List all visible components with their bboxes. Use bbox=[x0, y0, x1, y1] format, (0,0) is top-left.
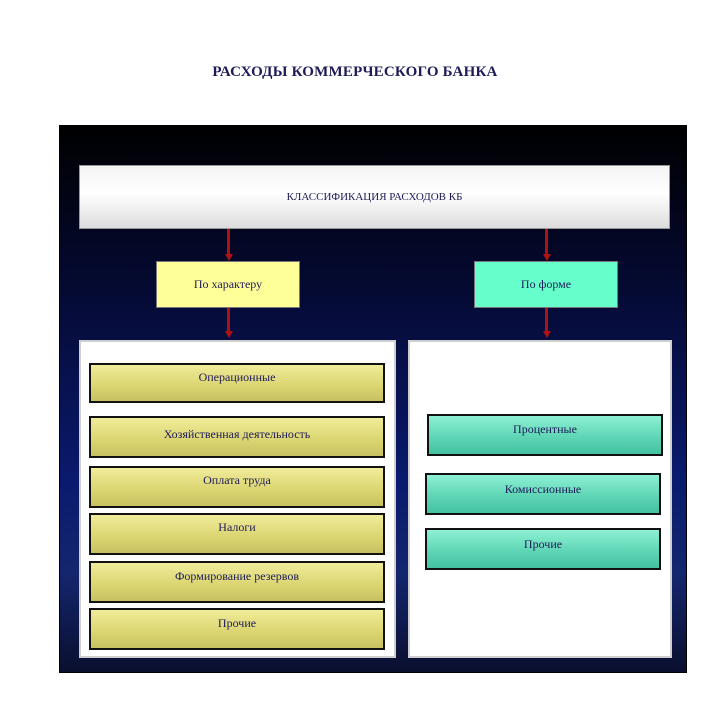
character-item-label: Оплата труда bbox=[203, 473, 271, 487]
character-item-label: Налоги bbox=[218, 520, 256, 534]
character-item-taxes bbox=[89, 513, 385, 555]
character-item-label: Операционные bbox=[198, 370, 276, 384]
connector-header-to-form bbox=[545, 229, 548, 255]
connector-character-to-panel bbox=[227, 308, 230, 332]
category-by-character bbox=[156, 261, 300, 308]
arrowhead-character-panel bbox=[225, 331, 233, 338]
arrowhead-form bbox=[543, 254, 551, 261]
character-item-label: Хозяйственная деятельность bbox=[163, 427, 311, 441]
character-item-label: Прочие bbox=[217, 616, 257, 630]
classification-header-label: КЛАССИФИКАЦИЯ РАСХОДОВ КБ bbox=[286, 191, 463, 203]
character-item-reserves bbox=[89, 561, 385, 603]
classification-header bbox=[79, 165, 670, 229]
form-item-label: Комиссионные bbox=[504, 482, 582, 496]
character-item-label: Формирование резервов bbox=[174, 569, 300, 583]
form-item-label: Процентные bbox=[513, 422, 577, 436]
form-item-interest bbox=[427, 414, 663, 456]
form-item-other bbox=[425, 528, 661, 570]
arrowhead-character bbox=[225, 254, 233, 261]
character-item-economic-activity bbox=[89, 416, 385, 458]
arrowhead-form-panel bbox=[543, 331, 551, 338]
form-item-commission bbox=[425, 473, 661, 515]
character-item-other bbox=[89, 608, 385, 650]
character-item-labor-pay bbox=[89, 466, 385, 508]
connector-form-to-panel bbox=[545, 308, 548, 332]
page-title: РАСХОДЫ КОММЕРЧЕСКОГО БАНКА bbox=[212, 64, 498, 80]
connector-header-to-character bbox=[227, 229, 230, 255]
category-by-character-label: По характеру bbox=[193, 277, 263, 291]
form-item-label: Прочие bbox=[523, 537, 563, 551]
category-by-form bbox=[474, 261, 618, 308]
category-by-form-label: По форме bbox=[520, 277, 572, 291]
character-item-operational bbox=[89, 363, 385, 403]
